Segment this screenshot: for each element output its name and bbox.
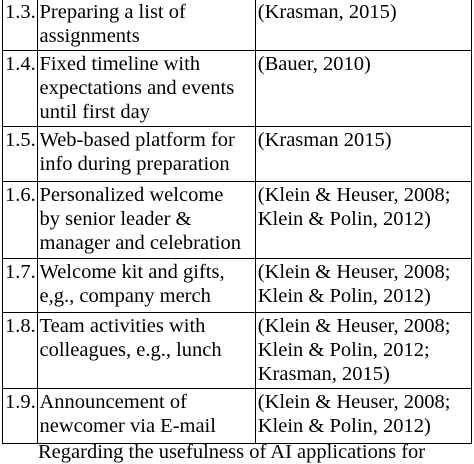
table-row: [3, 51, 472, 127]
table-row: [3, 0, 472, 51]
row-number: 1.3.: [3, 0, 38, 51]
activity-description: Fixed timeline with expectations and events until first day: [37, 51, 255, 127]
table-row: [3, 259, 472, 313]
table-row: [3, 127, 472, 182]
activity-description: Welcome kit and gifts, e,g., company merch: [37, 259, 255, 313]
row-number: 1.6.: [3, 182, 38, 259]
reference-citation: (Klein & Heuser, 2008; Klein & Polin, 2012): [255, 182, 471, 259]
row-number: 1.4.: [3, 51, 38, 127]
activity-description: Announcement of newcomer via E-mail: [37, 389, 255, 444]
row-number: 1.5.: [3, 127, 38, 182]
row-number: 1.8.: [3, 313, 38, 389]
table-row: [3, 182, 472, 259]
reference-citation: (Krasman 2015): [255, 127, 471, 182]
activity-description: Team activities with colleagues, e.g., lunch: [37, 313, 255, 389]
activity-description: Preparing a list of assignments: [37, 0, 255, 51]
row-number: 1.7.: [3, 259, 38, 313]
onboarding-activities-table: [2, 0, 472, 444]
reference-citation: (Klein & Heuser, 2008; Klein & Polin, 2012): [255, 389, 471, 444]
reference-citation: (Klein & Heuser, 2008; Klein & Polin, 2012; Krasman, 2015): [255, 313, 471, 389]
table-row: [3, 389, 472, 444]
activity-description: Personalized welcome by senior leader & manager and celebration: [37, 182, 255, 259]
reference-citation: (Krasman, 2015): [255, 0, 471, 51]
reference-citation: (Bauer, 2010): [255, 51, 471, 127]
following-paragraph-text: Regarding the usefulness of AI applications for: [38, 441, 426, 463]
row-number: 1.9.: [3, 389, 38, 444]
activity-description: Web-based platform for info during preparation: [37, 127, 255, 182]
table-row: [3, 313, 472, 389]
reference-citation: (Klein & Heuser, 2008; Klein & Polin, 2012): [255, 259, 471, 313]
